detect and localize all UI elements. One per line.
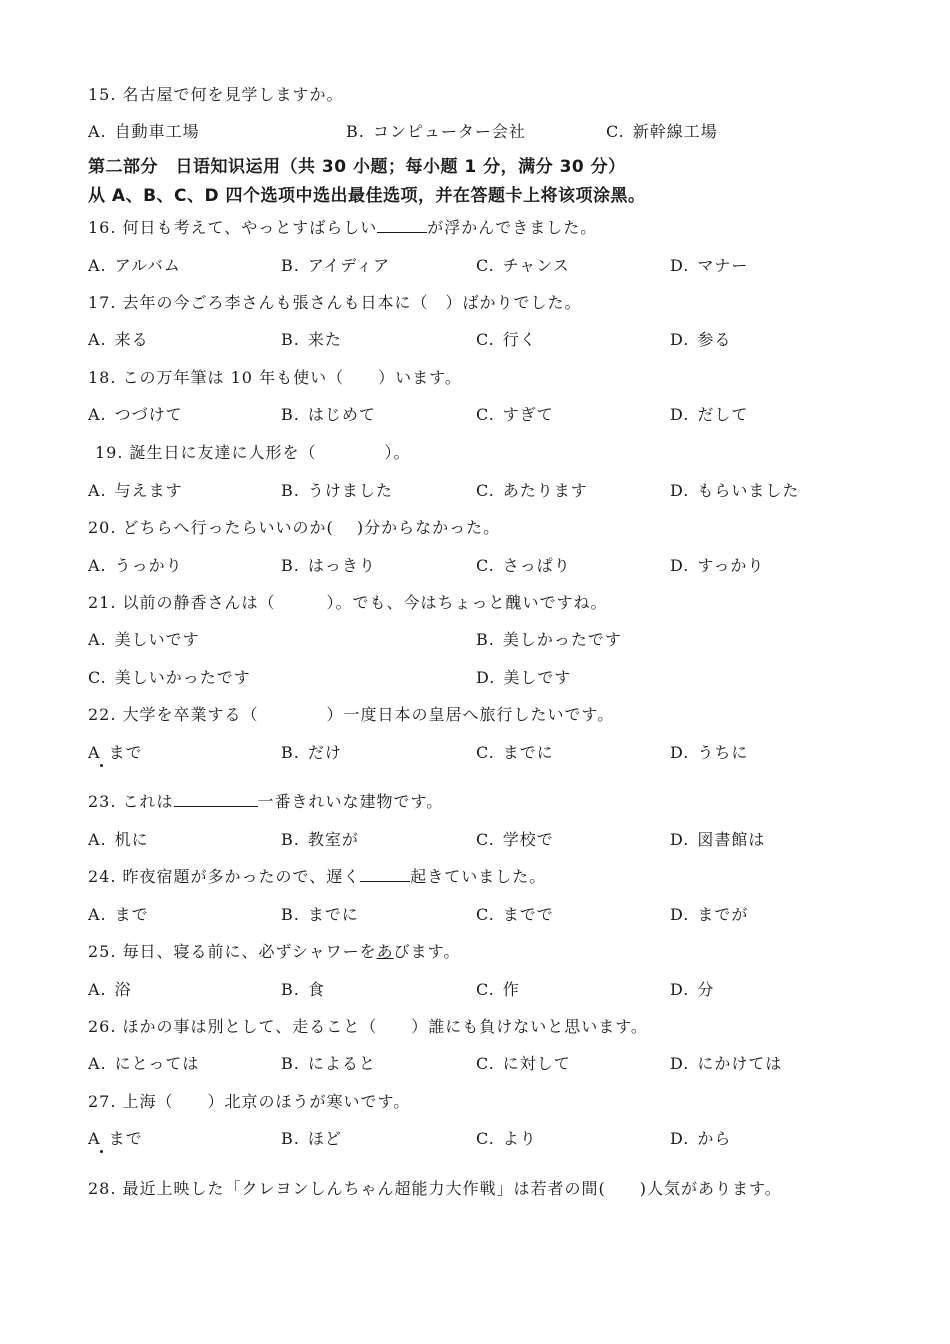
option-15-a: A. 自動車工場 bbox=[88, 122, 200, 141]
option-22-a: A まで bbox=[88, 743, 143, 762]
option-15-c: C. 新幹線工場 bbox=[606, 122, 718, 141]
option-17-d: D. 参る bbox=[670, 330, 732, 349]
option-26-b: B. によると bbox=[281, 1054, 376, 1073]
option-18-b: B. はじめて bbox=[281, 405, 376, 424]
option-22-b: B. だけ bbox=[281, 743, 342, 762]
option-23-d: D. 図書館は bbox=[670, 830, 766, 849]
option-19-c: C. あたります bbox=[476, 481, 588, 500]
stray-dot-mark bbox=[100, 764, 103, 767]
option-21-c: C. 美しいかったです bbox=[88, 668, 251, 687]
question-24: 24. 昨夜宿題が多かったので、遅く 起きていました。 bbox=[88, 867, 547, 886]
question-21: 21. 以前の静香さんは（ ）。でも、今はちょっと醜いですね。 bbox=[88, 593, 608, 612]
option-20-d: D. すっかり bbox=[670, 556, 765, 575]
option-22-c: C. までに bbox=[476, 743, 554, 762]
question-17: 17. 去年の今ごろ李さんも張さんも日本に（ ）ばかりでした。 bbox=[88, 293, 582, 312]
option-23-b: B. 教室が bbox=[281, 830, 359, 849]
option-25-d: D. 分 bbox=[670, 980, 715, 999]
answer-blank bbox=[174, 792, 258, 807]
question-20: 20. どちらへ行ったらいいのか( )分からなかった。 bbox=[88, 518, 501, 537]
option-27-b: B. ほど bbox=[281, 1129, 342, 1148]
option-17-c: C. 行く bbox=[476, 330, 537, 349]
option-24-b: B. までに bbox=[281, 905, 359, 924]
option-19-a: A. 与えます bbox=[88, 481, 183, 500]
option-20-c: C. さっぱり bbox=[476, 556, 571, 575]
option-17-b: B. 来た bbox=[281, 330, 342, 349]
option-21-b: B. 美しかったです bbox=[476, 630, 622, 649]
section-instruction: 从 A、B、C、D 四个选项中选出最佳选项，并在答题卡上将该项涂黑。 bbox=[88, 186, 646, 206]
option-16-a: A. アルバム bbox=[88, 256, 181, 275]
option-22-d: D. うちに bbox=[670, 743, 749, 762]
question-25: 25. 毎日、寝る前に、必ずシャワーをあびます。 bbox=[88, 942, 461, 961]
option-24-c: C. までで bbox=[476, 905, 554, 924]
option-25-b: B. 食 bbox=[281, 980, 325, 999]
option-17-a: A. 来る bbox=[88, 330, 149, 349]
option-16-b: B. アイディア bbox=[281, 256, 391, 275]
underlined-kana: あ bbox=[376, 942, 394, 961]
option-18-a: A. つづけて bbox=[88, 405, 183, 424]
question-18: 18. この万年筆は 10 年も使い（ ）います。 bbox=[88, 368, 462, 387]
question-28: 28. 最近上映した「クレヨンしんちゃん超能力大作戦」は若者の間( )人気があります。 bbox=[88, 1179, 782, 1198]
option-25-c: C. 作 bbox=[476, 980, 520, 999]
option-27-d: D. から bbox=[670, 1129, 732, 1148]
option-20-a: A. うっかり bbox=[88, 556, 183, 575]
option-19-d: D. もらいました bbox=[670, 481, 800, 500]
option-24-a: A. まで bbox=[88, 905, 149, 924]
option-16-d: D. マナー bbox=[670, 256, 749, 275]
option-18-d: D. だして bbox=[670, 405, 749, 424]
question-27: 27. 上海（ ）北京のほうが寒いです。 bbox=[88, 1092, 411, 1111]
option-27-a: A まで bbox=[88, 1129, 143, 1148]
question-26: 26. ほかの事は別として、走ること（ ）誰にも負けないと思います。 bbox=[88, 1017, 648, 1036]
option-21-d: D. 美しです bbox=[476, 668, 572, 687]
option-15-b: B. コンピューター会社 bbox=[346, 122, 526, 141]
answer-blank bbox=[377, 218, 427, 233]
option-21-a: A. 美しいです bbox=[88, 630, 200, 649]
option-16-c: C. チャンス bbox=[476, 256, 570, 275]
option-26-a: A. にとっては bbox=[88, 1054, 200, 1073]
section-title: 第二部分 日语知识运用（共 30 小题；每小题 1 分，满分 30 分） bbox=[88, 157, 626, 177]
question-19: 19. 誕生日に友達に人形を（ ）。 bbox=[95, 443, 411, 462]
question-22: 22. 大学を卒業する（ ）一度日本の皇居へ旅行したいです。 bbox=[88, 705, 615, 724]
option-26-d: D. にかけては bbox=[670, 1054, 783, 1073]
option-18-c: C. すぎて bbox=[476, 405, 554, 424]
option-25-a: A. 浴 bbox=[88, 980, 132, 999]
stray-dot-mark bbox=[100, 1150, 103, 1153]
option-26-c: C. に対して bbox=[476, 1054, 571, 1073]
answer-blank bbox=[360, 867, 410, 882]
option-27-c: C. より bbox=[476, 1129, 537, 1148]
option-23-c: C. 学校で bbox=[476, 830, 554, 849]
question-23: 23. これは 一番きれいな建物です。 bbox=[88, 792, 444, 811]
option-19-b: B. うけました bbox=[281, 481, 393, 500]
option-20-b: B. はっきり bbox=[281, 556, 376, 575]
question-15: 15. 名古屋で何を見学しますか。 bbox=[88, 85, 344, 104]
option-24-d: D. までが bbox=[670, 905, 749, 924]
option-23-a: A. 机に bbox=[88, 830, 149, 849]
question-16: 16. 何日も考えて、やっとすばらしい が浮かんできました。 bbox=[88, 218, 598, 237]
